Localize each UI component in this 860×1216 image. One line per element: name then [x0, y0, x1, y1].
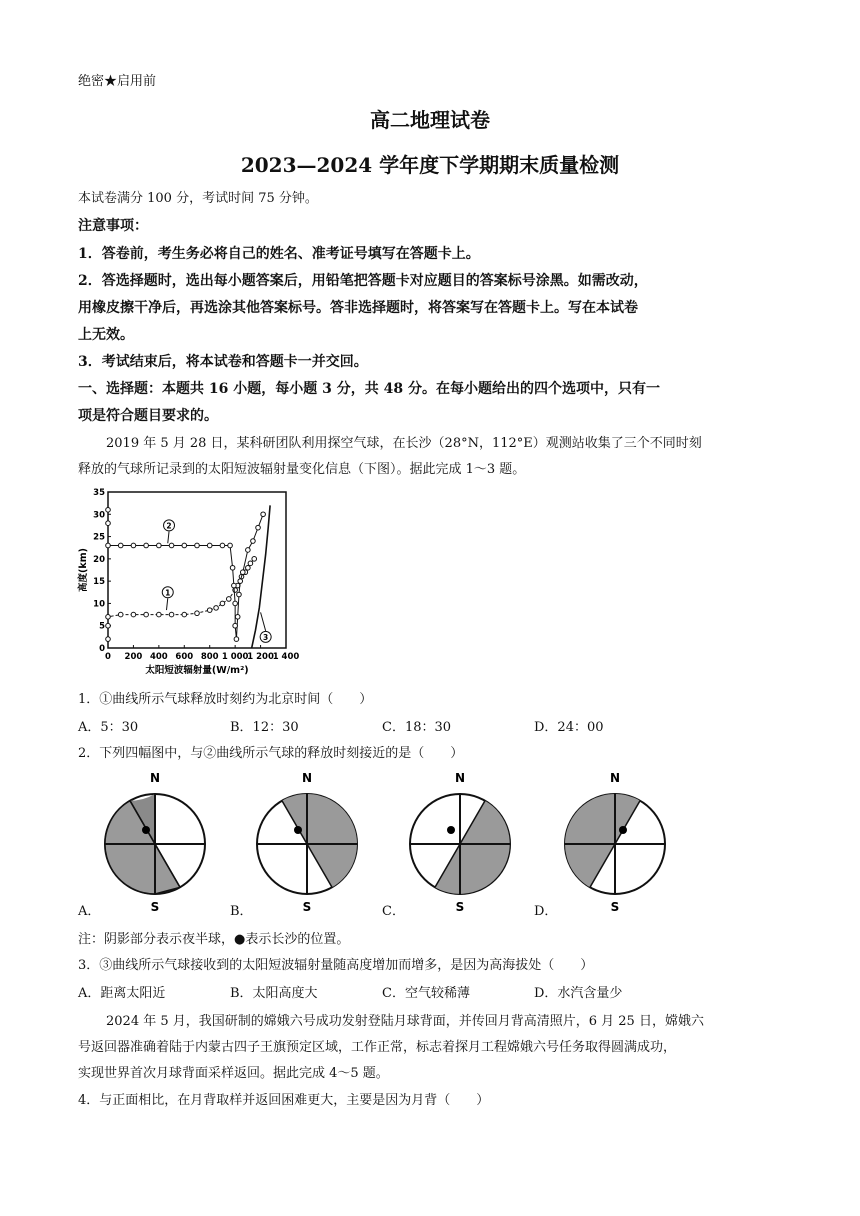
- x-tick-label: 600: [175, 652, 194, 662]
- passage-2-line-1: 2024 年 5 月，我国研制的嫦娥六号成功发射登陆月球背面，并传回月背高清照片，6 月 25 日，嫦娥六: [106, 1014, 704, 1029]
- secret-label: 绝密★启用前: [78, 74, 157, 89]
- passage-2-line-2: 号返回器准确着陆于内蒙古四子王旗预定区域，工作正常，标志着探月工程嫦娥六号任务取得圆满成功，: [78, 1040, 677, 1055]
- series-2-point: [230, 565, 235, 570]
- series-1-point: [226, 597, 231, 602]
- series-2-point: [256, 525, 261, 530]
- series-1-point: [233, 588, 238, 593]
- series-label-arrow: [168, 531, 169, 543]
- south-label: S: [610, 900, 620, 914]
- series-2-point: [246, 548, 251, 553]
- north-label: N: [149, 771, 161, 785]
- question-4-stem: 4．与正面相比，在月背取样并返回困难更大，主要是因为月背（ ）: [78, 1093, 490, 1108]
- x-tick-label: 200: [124, 652, 143, 662]
- series-1-point: [220, 601, 225, 606]
- note-2-line-1: 2．答选择题时，选出每小题答案后，用铅笔把答题卡对应题目的答案标号涂黑。如需改动，: [78, 273, 648, 289]
- x-tick-label: 1 400: [272, 652, 300, 662]
- section-1-line-1: 一、选择题：本题共 16 小题，每小题 3 分，共 48 分。在每小题给出的四个选项中，只有一: [78, 381, 660, 397]
- south-label: S: [302, 900, 312, 914]
- passage-2-line-3: 实现世界首次月球背面采样返回。据此完成 4～5 题。: [78, 1066, 389, 1081]
- y-axis-label: 高度(km): [78, 548, 89, 592]
- south-label: S: [150, 900, 160, 914]
- x-tick-label: 0: [105, 652, 111, 662]
- page-subtitle: 2023—2024 学年度下学期期末质量检测: [240, 153, 620, 177]
- y-tick-label: 35: [93, 488, 105, 498]
- series-1-point: [106, 623, 111, 628]
- question-1-stem: 1．①曲线所示气球释放时刻约为北京时间（ ）: [78, 692, 373, 707]
- north-label: N: [301, 771, 313, 785]
- series-2-point: [195, 543, 200, 548]
- question-2-stem: 2．下列四幅图中，与②曲线所示气球的释放时刻接近的是（ ）: [78, 746, 464, 761]
- series-2-point: [237, 592, 242, 597]
- q3-option-a: A．距离太阳近: [78, 986, 166, 1001]
- series-2-point: [220, 543, 225, 548]
- q2-diagram-b: [252, 768, 362, 914]
- series-label: 1: [165, 588, 171, 598]
- series-2-point: [207, 543, 212, 548]
- note-3: 3．考试结束后，将本试卷和答题卡一并交回。: [78, 354, 368, 370]
- series-1-point: [207, 608, 212, 613]
- y-tick-label: 25: [93, 532, 105, 543]
- x-axis-label: 太阳短波辐射量(W/m²): [145, 665, 249, 676]
- exam-meta: 本试卷满分 100 分，考试时间 75 分钟。: [78, 191, 318, 206]
- series-label-arrow: [261, 612, 266, 631]
- north-label: N: [609, 771, 621, 785]
- q2-option-c: C．: [382, 904, 405, 919]
- y-tick-label: 30: [93, 510, 105, 521]
- series-label-arrow: [166, 598, 167, 610]
- note-1: 1．答卷前，考生务必将自己的姓名、准考证号填写在答题卡上。: [78, 246, 480, 262]
- section-1-line-2: 项是符合题目要求的。: [78, 408, 218, 424]
- series-2-point: [240, 570, 245, 575]
- x-tick-label: 400: [149, 652, 168, 662]
- series-1-point: [214, 606, 219, 611]
- page-title: 高二地理试卷: [370, 108, 490, 132]
- passage-1-line-2: 释放的气球所记录到的太阳短波辐射量变化信息（下图）。据此完成 1～3 题。: [78, 462, 526, 477]
- north-label: N: [454, 771, 466, 785]
- series-1-point: [144, 612, 149, 617]
- series-2-point: [228, 543, 233, 548]
- q1-option-c: C．18：30: [382, 720, 452, 735]
- series-3-line: [252, 505, 270, 648]
- x-tick-label: 1 000: [221, 652, 249, 662]
- q2-diagram-c: [405, 768, 515, 914]
- note-2-line-2: 用橡皮擦干净后，再选涂其他答案标号。答非选择题时，将答案写在答题卡上。写在本试卷: [78, 300, 638, 316]
- q1-option-d: D．24：00: [534, 720, 604, 735]
- series-1-point: [106, 637, 111, 642]
- question-3-stem: 3．③曲线所示气球接收到的太阳短波辐射量随高度增加而增多，是因为高海拔处（ ）: [78, 958, 594, 973]
- series-2-point: [106, 508, 111, 513]
- y-tick-label: 5: [99, 621, 105, 632]
- passage-1-line-1: 2019 年 5 月 28 日，某科研团队利用探空气球，在长沙（28°N，112°E）观测站收集了三个不同时刻: [106, 436, 702, 451]
- series-1-point: [131, 612, 136, 617]
- note-2-line-3: 上无效。: [78, 327, 134, 343]
- q2-diagram-a: [100, 768, 210, 914]
- series-1-point: [248, 561, 253, 566]
- series-1-point: [157, 612, 162, 617]
- y-tick-label: 20: [93, 554, 105, 565]
- series-2-point: [144, 543, 149, 548]
- series-2-point: [233, 601, 238, 606]
- series-1-point: [169, 612, 174, 617]
- series-2-point: [169, 543, 174, 548]
- radiation-altitude-chart: [76, 484, 300, 680]
- south-label: S: [455, 900, 465, 914]
- q3-option-c: C．空气较稀薄: [382, 986, 470, 1001]
- q2-option-b: B．: [230, 904, 253, 919]
- series-2-point: [232, 583, 237, 588]
- y-tick-label: 10: [93, 599, 105, 610]
- series-2-point: [235, 615, 240, 620]
- series-1-point: [195, 611, 200, 616]
- q1-option-b: B．12：30: [230, 720, 299, 735]
- series-2-point: [238, 579, 243, 584]
- series-2-point: [261, 512, 266, 517]
- y-tick-label: 15: [93, 577, 105, 588]
- series-1-line: [108, 559, 254, 639]
- series-2-point: [233, 623, 238, 628]
- q3-option-d: D．水汽含量少: [534, 986, 623, 1001]
- series-2-point: [106, 521, 111, 526]
- plot-frame: [108, 492, 286, 648]
- series-2-point: [118, 543, 123, 548]
- series-2-point: [157, 543, 162, 548]
- series-2-point: [131, 543, 136, 548]
- q3-option-b: B．太阳高度大: [230, 986, 318, 1001]
- series-2-point: [106, 543, 111, 548]
- q2-option-d: D．: [534, 904, 558, 919]
- q2-diagram-d: [560, 768, 670, 914]
- series-2-point: [182, 543, 187, 548]
- series-label: 2: [166, 521, 172, 531]
- series-1-point: [118, 612, 123, 617]
- notes-heading: 注意事项：: [78, 218, 148, 234]
- q2-option-a: A．: [78, 904, 101, 919]
- series-label: 3: [263, 632, 269, 642]
- q1-option-a: A．5：30: [78, 720, 139, 735]
- y-tick-label: 0: [99, 644, 105, 654]
- x-tick-label: 1 200: [247, 652, 274, 662]
- q2-note: 注：阴影部分表示夜半球，●表示长沙的位置。: [78, 932, 350, 947]
- series-1-point: [106, 615, 111, 620]
- series-1-point: [252, 557, 257, 562]
- series-2-point: [251, 539, 256, 544]
- x-tick-label: 800: [200, 652, 219, 662]
- series-1-point: [182, 612, 187, 617]
- series-1-point: [246, 565, 251, 570]
- series-2-point: [234, 637, 239, 642]
